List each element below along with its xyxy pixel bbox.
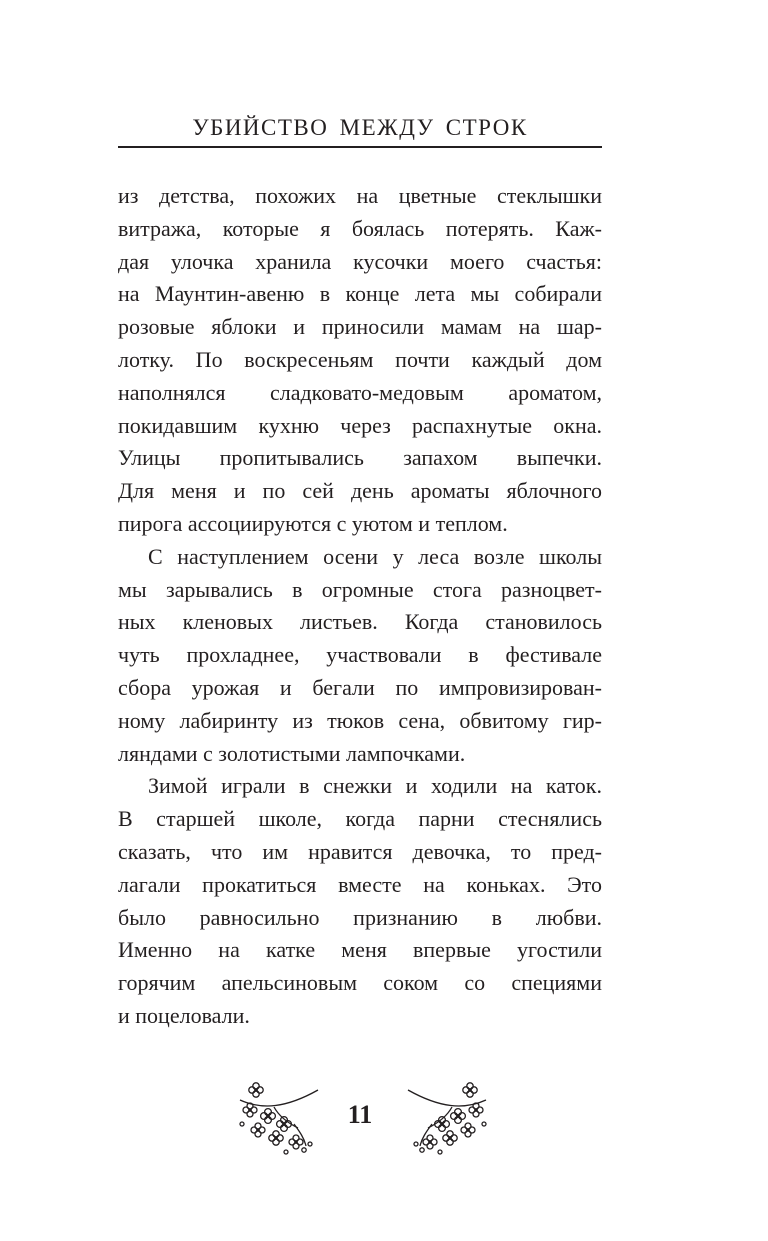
text-line: С наступлением осени у леса возле школы bbox=[148, 543, 602, 569]
text-line: и поцеловали. bbox=[118, 1002, 250, 1028]
text-line: Улицы пропитывались запахом выпечки. bbox=[118, 445, 602, 471]
text-line: ляндами с золотистыми лампочками. bbox=[118, 740, 466, 766]
text-line: горячим апельсиновым соком со специями bbox=[118, 970, 602, 996]
text-line: из детства, похожих на цветные стеклышки bbox=[118, 183, 602, 208]
page-footer bbox=[0, 1080, 768, 1160]
text-line: Для меня и по сей день ароматы яблочного bbox=[118, 478, 602, 504]
text-line: сбора урожая и бегали по импровизирован- bbox=[118, 674, 602, 700]
paragraph-2 bbox=[118, 541, 602, 771]
text-line: чуть прохладнее, участвовали в фестивале bbox=[118, 642, 602, 668]
text-line: мы зарывались в огромные стога разноцвет- bbox=[118, 576, 602, 602]
text-body bbox=[118, 180, 602, 1033]
page-number: 11 bbox=[347, 1100, 373, 1129]
text-line: Зимой играли в снежки и ходили на каток. bbox=[148, 773, 602, 799]
paragraph-1 bbox=[118, 180, 602, 541]
header-rule bbox=[118, 146, 602, 148]
text-line: пирога ассоциируются с уютом и теплом. bbox=[118, 510, 508, 536]
blossom-branch-icon bbox=[400, 1080, 492, 1160]
running-head: УБИЙСТВО МЕЖДУ СТРОК bbox=[192, 115, 528, 140]
text-line: сказать, что им нравится девочка, то пред- bbox=[118, 838, 602, 864]
text-line: дая улочка хранила кусочки моего счастья: bbox=[118, 248, 602, 274]
text-line: розовые яблоки и приносили мамам на шар- bbox=[118, 314, 602, 340]
text-line: лагали прокатиться вместе на коньках. Это bbox=[118, 871, 602, 897]
text-line: ных кленовых листьев. Когда становилось bbox=[118, 609, 602, 635]
blossom-branch-icon bbox=[234, 1080, 326, 1160]
text-line: на Маунтин-авеню в конце лета мы собирали bbox=[118, 281, 602, 307]
text-line: витража, которые я боялась потерять. Каж- bbox=[118, 215, 602, 241]
text-line: Именно на катке меня впервые угостили bbox=[118, 937, 602, 963]
text-line: ному лабиринту из тюков сена, обвитому гир- bbox=[118, 707, 602, 733]
text-line: покидавшим кухню через распахнутые окна. bbox=[118, 412, 602, 438]
text-line: В старшей школе, когда парни стеснялись bbox=[118, 806, 602, 832]
text-line: лотку. По воскресеньям почти каждый дом bbox=[118, 346, 602, 372]
text-line: было равносильно признанию в любви. bbox=[118, 904, 602, 930]
text-line: наполнялся сладковато-медовым ароматом, bbox=[118, 379, 602, 405]
paragraph-3 bbox=[118, 770, 602, 1032]
